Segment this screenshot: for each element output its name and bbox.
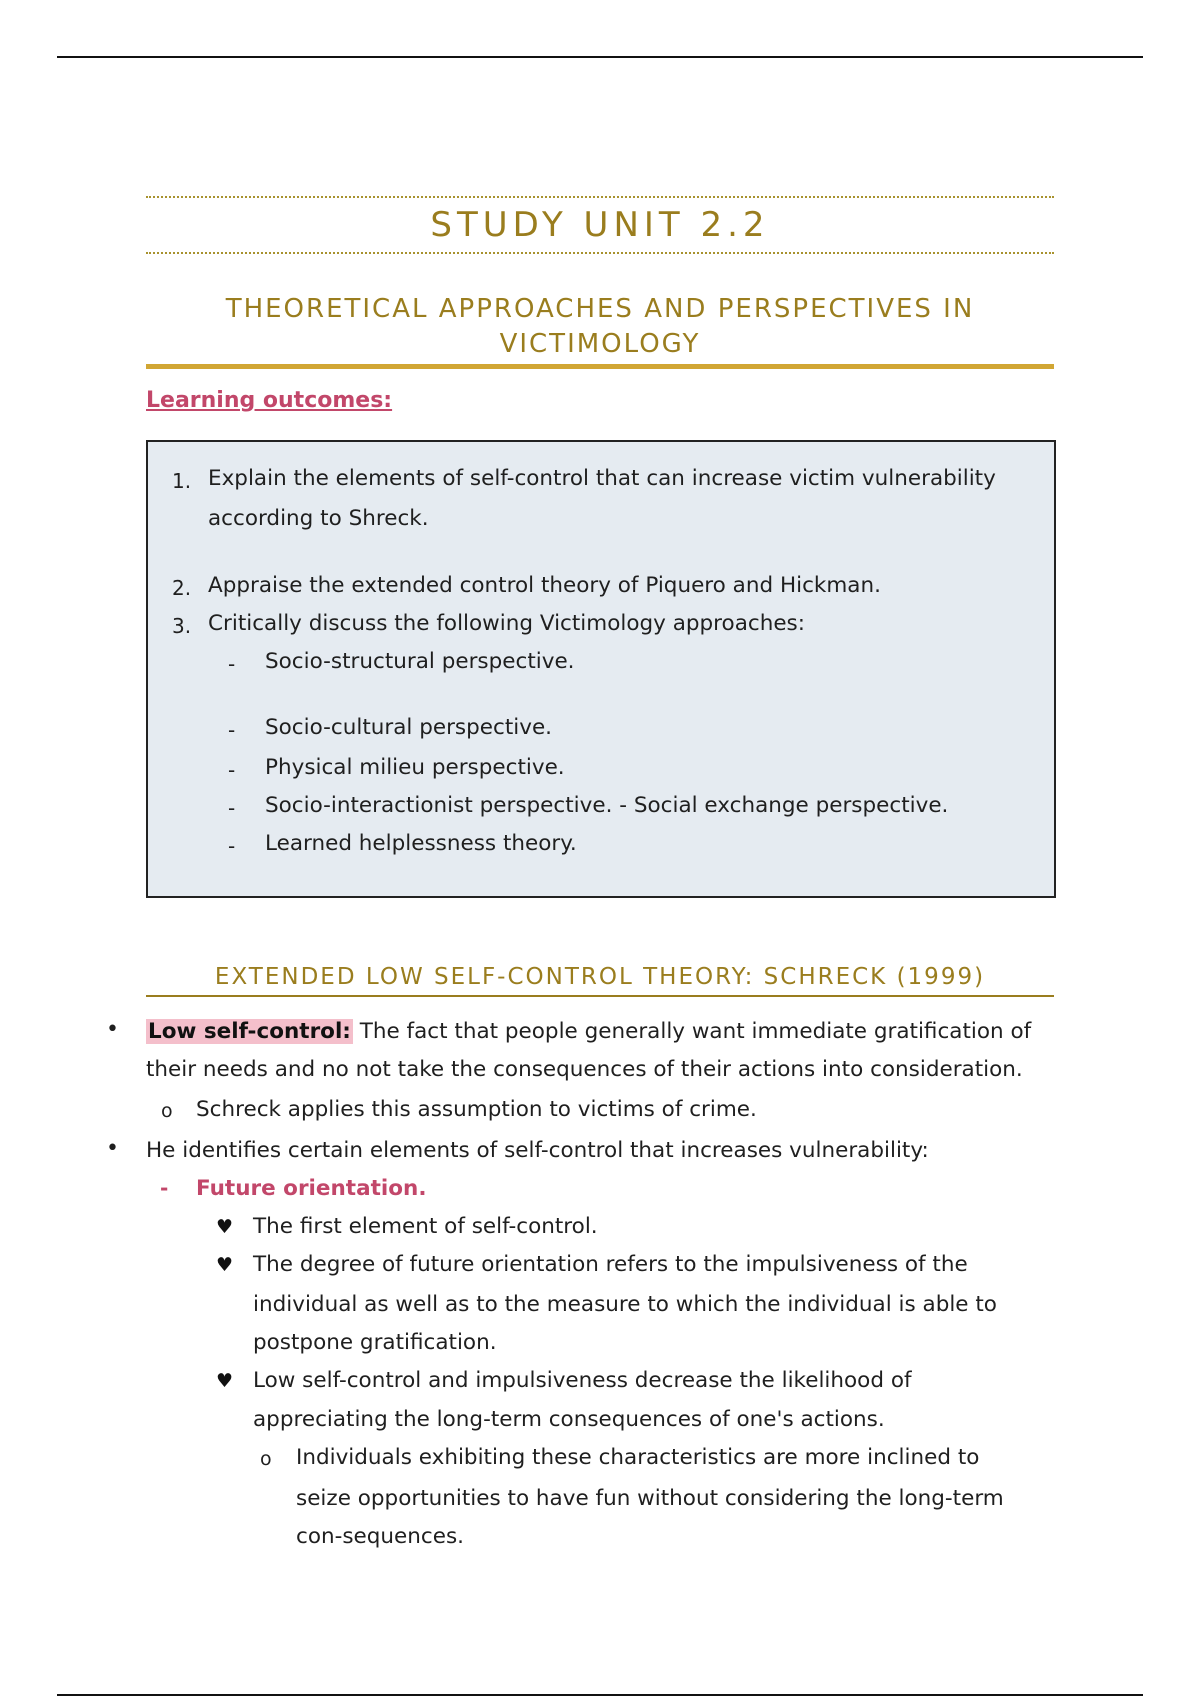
future-orientation-line-2: individual as well as to the measure to which the individual is able to xyxy=(253,1292,997,1317)
elements-line: He identifies certain elements of self-control that increases vulnerability: xyxy=(146,1138,929,1163)
outcome-1-number: 1. xyxy=(172,469,192,493)
individuals-line-3: con-sequences. xyxy=(296,1524,465,1549)
sub-item-socio-interactionist: Socio-interactionist perspective. - Social exchange perspective. xyxy=(265,793,949,818)
sub-item-socio-cultural: Socio-cultural perspective. xyxy=(265,715,553,740)
circle-bullet-icon: o xyxy=(260,1448,272,1470)
circle-bullet-icon: o xyxy=(161,1100,173,1122)
learning-outcomes-heading: Learning outcomes: xyxy=(146,388,393,413)
dash-icon: - xyxy=(160,1176,169,1200)
sub-item-physical-milieu: Physical milieu perspective. xyxy=(265,755,565,780)
subtitle-rule xyxy=(146,364,1054,369)
sub-item-dash: - xyxy=(228,796,236,820)
unit-subtitle xyxy=(146,292,1054,362)
bullet-icon: • xyxy=(106,1136,119,1161)
learning-outcomes-box xyxy=(146,440,1056,898)
low-self-control-line-2: their needs and no not take the consequences of their actions into consideration. xyxy=(146,1057,1023,1082)
low-self-control-label: Low self-control: xyxy=(148,1019,351,1044)
page-top-rule xyxy=(57,56,1143,58)
bullet-icon: • xyxy=(106,1017,119,1042)
sub-item-dash: - xyxy=(228,652,236,676)
impulsiveness-line-1: Low self-control and impulsiveness decrease the likelihood of xyxy=(253,1368,912,1393)
sub-item-dash: - xyxy=(228,834,236,858)
subtitle-line-1: THEORETICAL APPROACHES AND PERSPECTIVES IN xyxy=(225,294,975,324)
outcome-3-line-1: Critically discuss the following Victimology approaches: xyxy=(208,611,805,636)
sub-item-dash: - xyxy=(228,718,236,742)
outcome-2-line-1: Appraise the extended control theory of Piquero and Hickman. xyxy=(208,573,881,598)
low-self-control-text: The fact that people generally want immediate gratification of xyxy=(352,1019,1032,1044)
outcome-1-line-2: according to Shreck. xyxy=(208,506,429,531)
future-orientation-label: Future orientation. xyxy=(196,1176,427,1201)
heart-bullet-icon: ♥ xyxy=(216,1370,234,1392)
page-title: STUDY UNIT 2.2 xyxy=(430,205,770,245)
sub-item-socio-structural: Socio-structural perspective. xyxy=(265,649,575,674)
future-orientation-line-1: The degree of future orientation refers to the impulsiveness of the xyxy=(253,1252,968,1277)
outcome-3-number: 3. xyxy=(172,614,192,638)
sub-item-dash: - xyxy=(228,758,236,782)
individuals-line-2: seize opportunities to have fun without considering the long-term xyxy=(296,1486,1004,1511)
sub-item-learned-helplessness: Learned helplessness theory. xyxy=(265,831,577,856)
section-heading: EXTENDED LOW SELF-CONTROL THEORY: SCHRECK (1999) xyxy=(214,964,986,990)
schreck-assumption-line: Schreck applies this assumption to victims of crime. xyxy=(196,1097,757,1122)
first-element-line: The first element of self-control. xyxy=(253,1214,598,1239)
subtitle-line-2: VICTIMOLOGY xyxy=(499,329,701,359)
heart-bullet-icon: ♥ xyxy=(216,1216,234,1238)
heart-bullet-icon: ♥ xyxy=(216,1254,234,1276)
section-heading-rule xyxy=(146,995,1054,997)
individuals-line-1: Individuals exhibiting these characteristics are more inclined to xyxy=(296,1445,980,1470)
title-band xyxy=(146,196,1054,254)
impulsiveness-line-2: appreciating the long-term consequences of one's actions. xyxy=(253,1407,885,1432)
low-self-control-line-1 xyxy=(146,1019,1031,1044)
outcome-1-line-1: Explain the elements of self-control that can increase victim vulnerability xyxy=(208,466,996,491)
outcome-2-number: 2. xyxy=(172,576,192,600)
page-bottom-rule xyxy=(57,1694,1143,1696)
future-orientation-line-3: postpone gratification. xyxy=(253,1330,497,1355)
